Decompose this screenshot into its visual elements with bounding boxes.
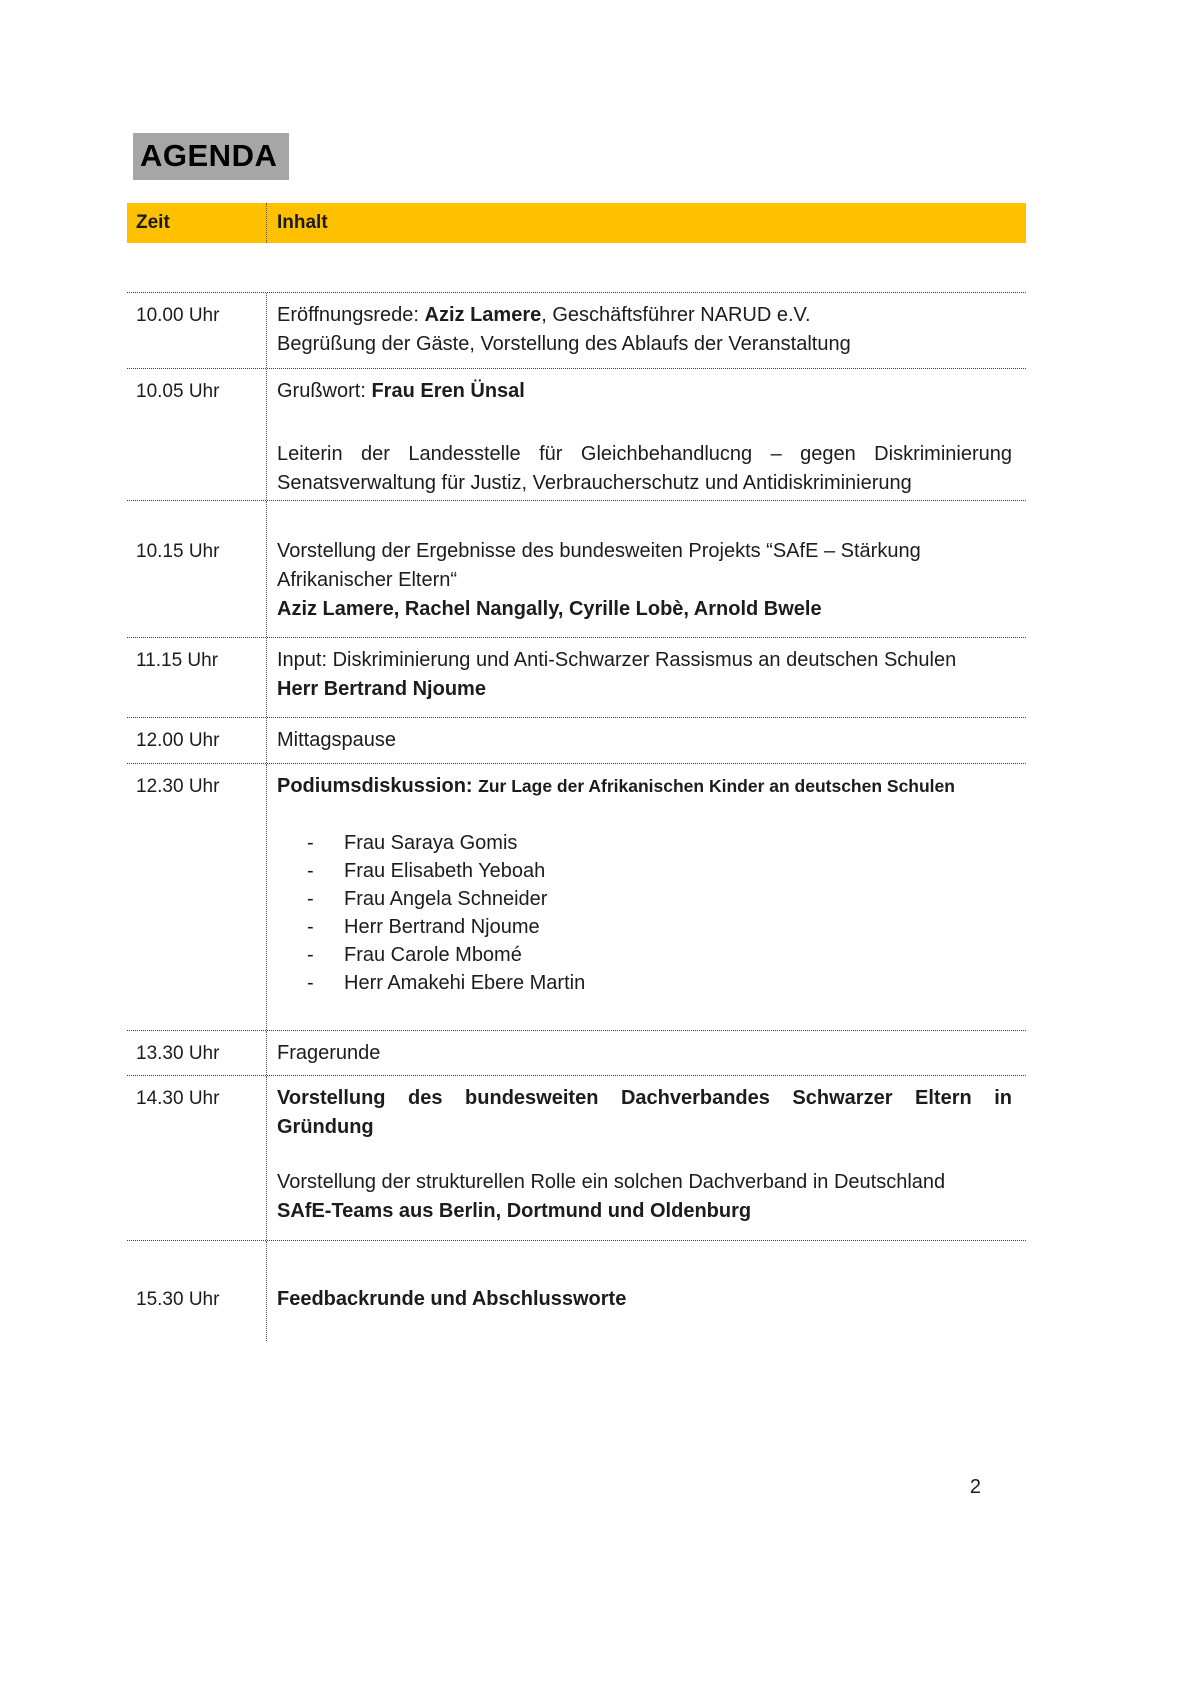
time-cell: 11.15 Uhr — [136, 650, 219, 671]
page-number: 2 — [969, 1476, 981, 1498]
content-cell — [266, 501, 1026, 637]
row-text-bold — [277, 1285, 1012, 1314]
text-segment: Grußwort: — [277, 380, 372, 402]
time-cell: 12.00 Uhr — [136, 730, 220, 751]
text-segment-bold: Herr Bertrand Njoume — [277, 678, 486, 700]
panelist-name: Frau Angela Schneider — [344, 888, 548, 910]
bullet-dash: - — [307, 944, 314, 966]
table-row — [127, 1241, 1026, 1341]
content-cell — [266, 1031, 1026, 1075]
list-item — [307, 941, 1012, 969]
bullet-dash: - — [307, 860, 314, 882]
content-cell — [266, 1076, 1026, 1240]
table-header-bar — [127, 203, 1026, 243]
text-segment-bold: Aziz Lamere, Rachel Nangally, Cyrille Lobè, Arnold Bwele — [277, 598, 822, 620]
bullet-dash: - — [307, 888, 314, 910]
content-cell — [266, 369, 1026, 500]
list-item — [307, 969, 1012, 997]
agenda-table — [127, 292, 1026, 1341]
content-cell — [266, 764, 1026, 1030]
table-row — [127, 1031, 1026, 1076]
text-segment: Eröffnungsrede: — [277, 304, 425, 326]
text-segment-bold: Zur Lage der Afrikanischen Kinder an deutschen Schulen — [478, 776, 955, 796]
text-segment-bold: Feedbackrunde und Abschlussworte — [277, 1288, 627, 1310]
header-cell-inhalt: Inhalt — [266, 203, 1026, 243]
row-text — [277, 301, 1012, 330]
list-item — [307, 857, 1012, 885]
row-text: Begrüßung der Gäste, Vorstellung des Ablaufs der Veranstaltung — [277, 333, 851, 355]
bullet-dash: - — [307, 916, 314, 938]
row-text: Vorstellung der Ergebnisse des bundesweiten Projekts “SAfE – Stärkung Afrikanischer Eltern“ — [277, 540, 921, 591]
bullet-dash: - — [307, 832, 314, 854]
text-segment-bold: SAfE-Teams aus Berlin, Dortmund und Oldenburg — [277, 1200, 752, 1222]
text-segment-bold: Vorstellung des bundesweiten Dachverbandes Schwarzer Eltern in Gründung — [277, 1087, 1012, 1138]
time-cell: 14.30 Uhr — [136, 1088, 220, 1109]
table-row — [127, 718, 1026, 764]
row-text: Mittagspause — [277, 729, 396, 751]
header-cell-zeit: Zeit — [136, 212, 170, 233]
panelist-name: Herr Bertrand Njoume — [344, 916, 540, 938]
panelist-name: Frau Carole Mbomé — [344, 944, 522, 966]
time-cell: 12.30 Uhr — [136, 776, 220, 797]
panelist-name: Frau Elisabeth Yeboah — [344, 860, 546, 882]
panelist-name: Herr Amakehi Ebere Martin — [344, 972, 586, 994]
row-text-bold — [277, 1084, 1012, 1142]
list-item — [307, 885, 1012, 913]
table-row — [127, 638, 1026, 718]
table-row — [127, 1076, 1026, 1241]
row-text-bold — [277, 675, 1012, 704]
content-cell — [266, 1241, 1026, 1341]
list-item — [307, 913, 1012, 941]
row-text-bold — [277, 595, 1012, 624]
panelist-name: Frau Saraya Gomis — [344, 832, 518, 854]
panelist-list — [277, 829, 1012, 997]
row-text-bold — [277, 772, 1012, 801]
content-cell — [266, 638, 1026, 717]
row-text — [277, 377, 1012, 406]
text-segment-bold: Podiumsdiskussion: — [277, 775, 479, 797]
row-text: Fragerunde — [277, 1042, 381, 1064]
time-cell: 10.05 Uhr — [136, 381, 220, 402]
time-cell: 15.30 Uhr — [136, 1289, 220, 1310]
bullet-dash: - — [307, 972, 314, 994]
table-row — [127, 369, 1026, 501]
time-cell: 13.30 Uhr — [136, 1043, 220, 1064]
text-segment: , Geschäftsführer NARUD e.V. — [541, 304, 811, 326]
row-text: Leiterin der Landesstelle für Gleichbehandlucng – gegen Diskriminierung Senatsverwaltung für Justiz, Verbraucherschutz und Antidiskriminierung — [277, 443, 1012, 494]
text-segment-bold: Frau Eren Ünsal — [371, 380, 525, 402]
row-text: Vorstellung der strukturellen Rolle ein solchen Dachverband in Deutschland — [277, 1171, 946, 1193]
row-text-bold — [277, 1197, 1012, 1226]
content-cell — [266, 718, 1026, 763]
table-row — [127, 293, 1026, 369]
list-item — [307, 829, 1012, 857]
time-cell: 10.00 Uhr — [136, 305, 220, 326]
table-row — [127, 764, 1026, 1031]
time-cell: 10.15 Uhr — [136, 541, 220, 562]
content-cell — [266, 293, 1026, 368]
row-text: Input: Diskriminierung und Anti-Schwarzer Rassismus an deutschen Schulen — [277, 649, 957, 671]
text-segment-bold: Aziz Lamere — [424, 304, 542, 326]
table-row — [127, 501, 1026, 638]
page-title: AGENDA — [133, 133, 289, 180]
